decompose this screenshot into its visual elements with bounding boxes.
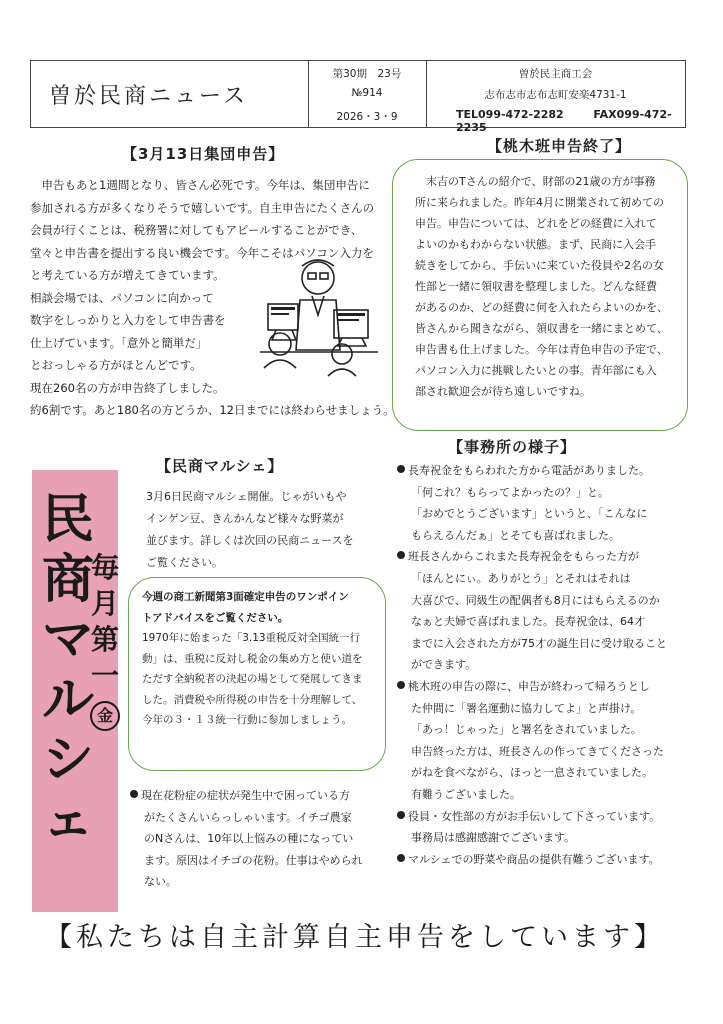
text-line: 申告もあと1週間となり、皆さん必死です。今年は、集団申告に bbox=[30, 178, 370, 192]
issue-number: №914 bbox=[351, 87, 383, 99]
marche-text bbox=[146, 486, 354, 574]
text-line: 性部と一緒に領収書を整理しました。どんな経費 bbox=[415, 280, 657, 293]
banner-char: マ bbox=[41, 610, 94, 670]
issue-date: 2026・3・9 bbox=[336, 111, 398, 123]
bullet-icon bbox=[397, 681, 405, 689]
text-line: ができます。 bbox=[411, 658, 477, 672]
text-line: なぁと夫婦で喜ばれました。長寿祝金は、64才 bbox=[411, 615, 645, 629]
organization-info bbox=[426, 61, 685, 134]
text-line: パソコン入力に挑戦したいとの事。青年部にも入 bbox=[415, 364, 657, 377]
banner-char: ル bbox=[41, 670, 94, 730]
text-line: 大喜びで、同級生の配偶者も8月にはもらえるのか bbox=[411, 593, 660, 607]
text-line: 続きをしてから、手伝いに来ていた役員や2名の女 bbox=[415, 259, 664, 272]
computer-workers-illustration bbox=[258, 240, 380, 380]
text-line: 有難うございました。 bbox=[411, 787, 521, 801]
text-line: 「ほんとにぃ。ありがとう」とそれはそれは bbox=[411, 571, 631, 585]
banner-char: シ bbox=[41, 730, 94, 790]
text-line: があるのか、どの経費に何を入れたらよいのかを、 bbox=[415, 301, 668, 314]
text-line: 部され歓迎会が待ち遠しいですね。 bbox=[415, 385, 591, 398]
bullet-icon bbox=[130, 790, 138, 798]
text-line: もらえるんだぁ」とそても喜ばれました。 bbox=[411, 528, 620, 542]
advice-text bbox=[142, 587, 363, 731]
banner-char: 民 bbox=[41, 490, 94, 550]
text-line: がたくさんいらっしゃいます。イチゴ農家 bbox=[144, 810, 352, 824]
text-line: とおっしゃる方がほとんどです。 bbox=[30, 358, 202, 372]
text-line: トアドバイスをご覧ください。 bbox=[142, 611, 289, 624]
text-line: 現在260名の方が申告終了しました。 bbox=[30, 380, 225, 395]
text-line: と考えている方が増えてきています。 bbox=[30, 268, 225, 282]
newsletter-title: 曽於民商ニュース bbox=[49, 84, 248, 109]
office-text bbox=[397, 460, 667, 870]
bullet-icon bbox=[397, 854, 405, 862]
banner-sub-char: 一 bbox=[90, 659, 119, 692]
banner-char: 商 bbox=[41, 550, 94, 610]
text-line: のNさんは、10年以上悩みの種になってい bbox=[144, 832, 354, 845]
text-line: 現在花粉症の症状が発生中で困っている方 bbox=[141, 789, 350, 802]
text-line: 今週の商工新聞第3面確定申告のワンポイン bbox=[142, 591, 349, 603]
text-line: 所に来られました。昨年4月に開業されて初めての bbox=[415, 196, 664, 209]
text-line: 仕上げています。「意外と簡単だ」 bbox=[30, 335, 208, 350]
org-tel: TEL099-472-2282 bbox=[456, 108, 564, 121]
text-line: までに入会された方が75才の誕生日に受け取ること bbox=[411, 636, 667, 650]
text-line: 並びます。詳しくは次回の民商ニュースを bbox=[146, 534, 354, 547]
text-line: ご覧ください。 bbox=[146, 556, 223, 569]
text-line: 「おめでとうございます」というと、「こんなに bbox=[411, 507, 648, 521]
text-line: 「あっ！じゃった」と署名をされていました。 bbox=[411, 723, 642, 737]
text-line: 会員が行くことは、税務署に対してもアピールすることができ、 bbox=[30, 223, 363, 237]
text-line: 申告終った方は、班長さんの作ってきてくださった bbox=[411, 744, 664, 758]
banner-sub-char: 第 bbox=[90, 623, 119, 656]
text-line: がねを食べながら、ほっと一息されていました。 bbox=[411, 766, 653, 780]
org-fax: FAX099-472-2235 bbox=[456, 108, 672, 134]
text-line: 申告書も仕上げました。今年は青色申告の予定で、 bbox=[415, 343, 668, 356]
org-address: 志布志市志布志町安楽4731-1 bbox=[484, 89, 627, 101]
text-line: 約6割です。あと180名の方どうか、12日までには終わらせましょう。 bbox=[30, 403, 395, 417]
text-line: 堂々と申告書を提出する良い機会です。今年こそはパソコン入力を bbox=[30, 245, 374, 260]
pollen-text bbox=[130, 785, 363, 893]
text-line: 長寿祝金をもらわれた方から電話がありました。 bbox=[408, 464, 650, 477]
text-line: ただす全納税者の決起の場として発展してきま bbox=[142, 673, 363, 685]
text-line: マルシェでの野菜や商品の提供有難うございます。 bbox=[408, 852, 660, 866]
group-filing-heading: 【3月13日集団申告】 bbox=[122, 145, 285, 163]
banner-sub-text bbox=[86, 550, 124, 731]
text-line: インゲン豆、きんかんなど様々な野菜が bbox=[146, 512, 344, 525]
text-line: 参加される方が多くなりそうで嬉しいです。自主申告にたくさんの bbox=[30, 200, 375, 215]
text-line: 数字をしっかりと入力をして申告書を bbox=[30, 313, 226, 327]
text-line: ない。 bbox=[144, 875, 177, 888]
text-line: 皆さんから聞きながら、領収書を一緒にまとめて、 bbox=[415, 322, 668, 335]
banner-char: ェ bbox=[41, 790, 94, 850]
text-line: 3月6日民商マルシェ開催。じゃがいもや bbox=[146, 490, 347, 503]
banner-sub-char: 月 bbox=[90, 587, 119, 620]
newsletter-title-cell bbox=[31, 61, 309, 127]
friday-circle: 金 bbox=[90, 701, 120, 731]
banner-sub-char: 毎 bbox=[90, 551, 119, 584]
momoki-text bbox=[415, 171, 668, 402]
footer-slogan: 【私たちは自主計算自主申告をしています】 bbox=[45, 922, 665, 953]
bullet-icon bbox=[397, 465, 405, 473]
marche-heading: 【民商マルシェ】 bbox=[156, 457, 284, 475]
org-name: 曽於民主商工会 bbox=[518, 68, 593, 80]
momoki-heading: 【桃木班申告終了】 bbox=[487, 137, 632, 155]
bullet-icon bbox=[397, 811, 405, 819]
text-line: 桃木班の申告の際に、申告が終わって帰ろうとし bbox=[408, 679, 650, 693]
issue-info bbox=[308, 61, 427, 127]
text-line: 末吉のTさんの紹介で、財部の21歳の方が事務 bbox=[415, 175, 656, 188]
masthead bbox=[30, 60, 686, 134]
text-line: よいのかもわからない状態。まず、民商に入会手 bbox=[415, 238, 657, 251]
text-line: 申告。申告については、どれをどの経費に入れて bbox=[415, 217, 657, 230]
office-heading: 【事務所の様子】 bbox=[448, 438, 577, 456]
issue-volume: 第30期 23号 bbox=[332, 68, 402, 80]
text-line: した。消費税や所得税の申告を十分理解して、 bbox=[142, 693, 363, 706]
text-line: 相談会場では、パソコンに向かって bbox=[30, 290, 214, 305]
text-line: 1970年に始まった「3.13重税反対全国統一行 bbox=[142, 632, 361, 644]
text-line: 動」は、重税に反対し税金の集め方と使い道を bbox=[142, 652, 363, 665]
text-line: 班長さんからこれまた長寿祝金をもらった方が bbox=[408, 550, 639, 564]
text-line: 今年の３・１３統一行動に参加しましょう。 bbox=[142, 714, 352, 726]
text-line: た仲間に「署名運動に協力してよ」と声掛け。 bbox=[411, 701, 642, 715]
text-line: ます。原因はイチゴの花粉。仕事はやめられ bbox=[144, 853, 363, 867]
text-line: 事務局は感謝感謝でございます。 bbox=[411, 831, 576, 845]
text-line: 「何これ？もらってよかったの？」と。 bbox=[411, 485, 609, 499]
text-line: 役員・女性部の方がお手伝いして下さっています。 bbox=[408, 809, 661, 823]
bullet-icon bbox=[397, 551, 405, 559]
